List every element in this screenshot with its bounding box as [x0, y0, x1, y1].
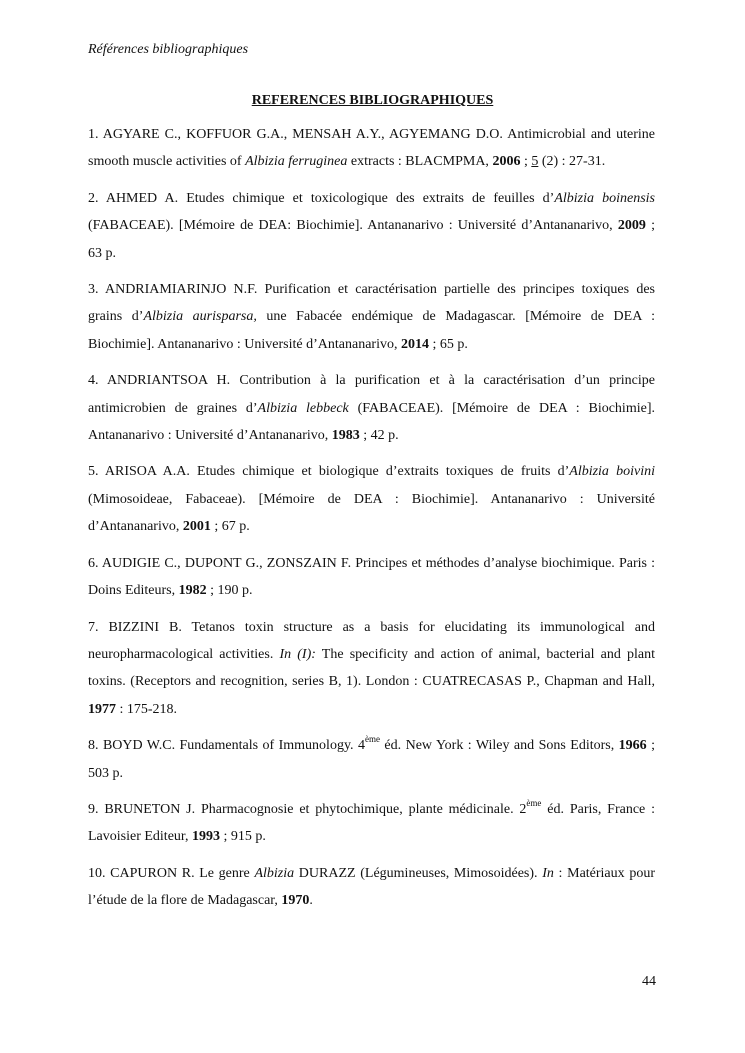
reference-item: 10. CAPURON R. Le genre Albizia DURAZZ (Légumineuses, Mimosoidées). In : Matériaux pour l’étude de la flore de Madagascar, 1970.	[88, 865, 655, 909]
reference-item: 1. AGYARE C., KOFFUOR G.A., MENSAH A.Y., AGYEMANG D.O. Antimicrobial and uterine smooth muscle activities of Albizia ferruginea extracts : BLACMPMA, 2006 ; 5 (2) : 27-31.	[88, 127, 655, 170]
reference-item: 8. BOYD W.C. Fundamentals of Immunology. 4ème éd. New York : Wiley and Sons Editors, 1966 ; 503 p.	[88, 734, 655, 781]
page-number: 44	[642, 974, 656, 989]
page-title: REFERENCES BIBLIOGRAPHIQUES	[251, 93, 494, 108]
reference-item: 3. ANDRIAMIARINJO N.F. Purification et caractérisation partielle des principes toxiques des grains d’Albizia aurisparsa, une Fabacée endémique de Madagascar. [Mémoire de DEA : Biochimie]. Antananarivo : Université d’Antananarivo, 2014 ; 65 p.	[88, 282, 655, 352]
reference-item: 6. AUDIGIE C., DUPONT G., ZONSZAIN F. Principes et méthodes d’analyse biochimique. Paris : Doins Editeurs, 1982 ; 190 p.	[88, 555, 655, 599]
reference-list	[88, 121, 655, 924]
reference-item: 9. BRUNETON J. Pharmacognosie et phytochimique, plante médicinale. 2ème éd. Paris, France : Lavoisier Editeur, 1993 ; 915 p.	[88, 797, 655, 845]
reference-item: 4. ANDRIANTSOA H. Contribution à la purification et à la caractérisation d’un principe antimicrobien de graines d’Albizia lebbeck (FABACEAE). [Mémoire de DEA : Biochimie]. Antananarivo : Université d’Antananarivo, 1983 ; 42 p.	[88, 373, 655, 444]
reference-item: 7. BIZZINI B. Tetanos toxin structure as a basis for elucidating its immunological and neuropharmacological activities. In (I): The specificity and action of animal, bacterial and plant toxins. (Receptors and recognition, series B, 1). London : CUATRECASAS P., Chapman and Hall, 1977 : 175-218.	[88, 619, 655, 717]
reference-item: 5. ARISOA A.A. Etudes chimique et biologique d’extraits toxiques de fruits d’Albizia boivini (Mimosoideae, Fabaceae). [Mémoire de DEA : Biochimie]. Antananarivo : Université d’Antananarivo, 2001 ; 67 p.	[88, 464, 655, 535]
reference-item: 2. AHMED A. Etudes chimique et toxicologique des extraits de feuilles d’Albizia boinensis (FABACEAE). [Mémoire de DEA: Biochimie]. Antananarivo : Université d’Antananarivo, 2009 ; 63 p.	[88, 190, 656, 261]
running-header: Références bibliographiques	[88, 42, 249, 57]
